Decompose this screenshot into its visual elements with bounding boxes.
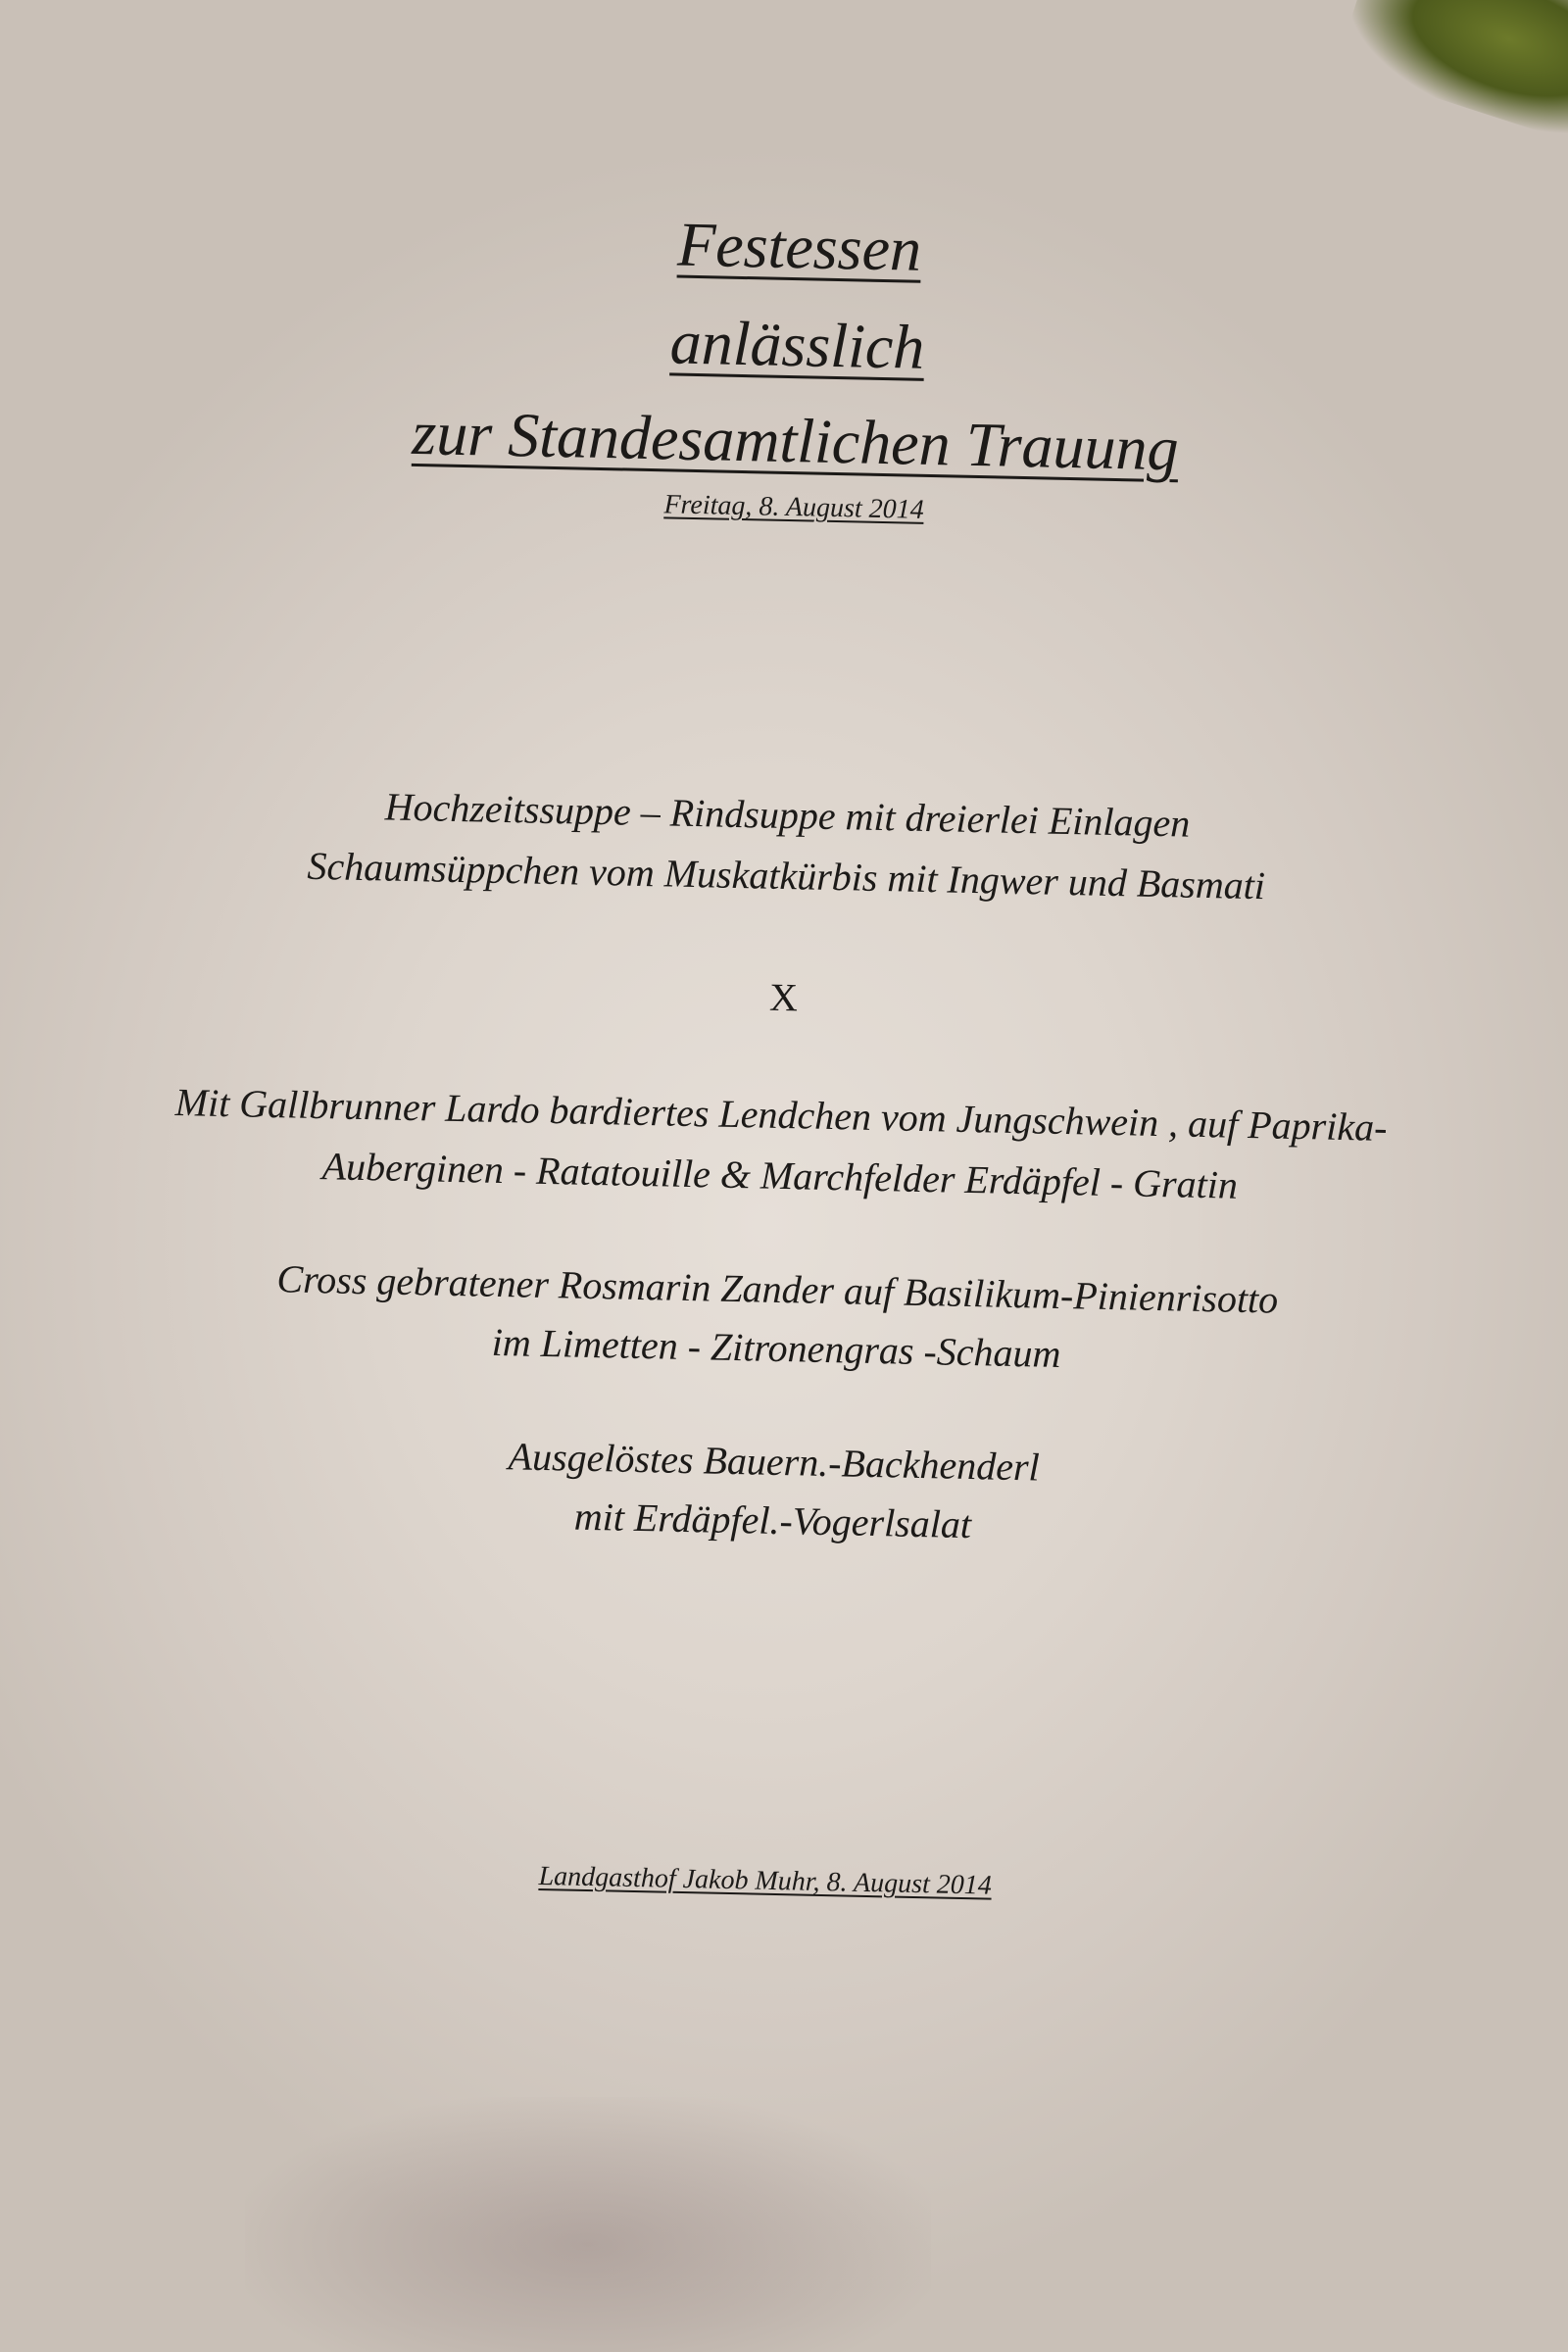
main-course-1-line-1: Mit Gallbrunner Lardo bardiertes Lendchen vom Jungschwein , auf Paprika- — [174, 1080, 1388, 1150]
course-separator: X — [768, 974, 799, 1020]
main-course-2-line-2: im Limetten - Zitronengras -Schaum — [491, 1319, 1061, 1376]
soup-line-1: Hochzeitssuppe – Rindsuppe mit dreierlei Einlagen — [384, 784, 1191, 846]
main-course-3-line-1: Ausgelöstes Bauern.-Backhenderl — [508, 1434, 1041, 1490]
soup-line-2: Schaumsüppchen vom Muskatkürbis mit Ingwer und Basmati — [307, 843, 1266, 908]
main-course-3-line-2: mit Erdäpfel.-Vogerlsalat — [573, 1494, 972, 1547]
title-line-3: zur Standesamtlichen Trauung — [411, 397, 1180, 484]
footer-signature: Landgasthof Jakob Muhr, 8. August 2014 — [538, 1860, 993, 1901]
event-date: Freitag, 8. August 2014 — [663, 489, 925, 525]
main-course-2-line-1: Cross gebratener Rosmarin Zander auf Basilikum-Pinienrisotto — [276, 1256, 1279, 1322]
main-course-1-line-2: Auberginen - Ratatouille & Marchfelder Erdäpfel - Gratin — [321, 1144, 1239, 1207]
title-line-2: anlässlich — [669, 307, 926, 382]
title-line-1: Festessen — [676, 209, 922, 284]
